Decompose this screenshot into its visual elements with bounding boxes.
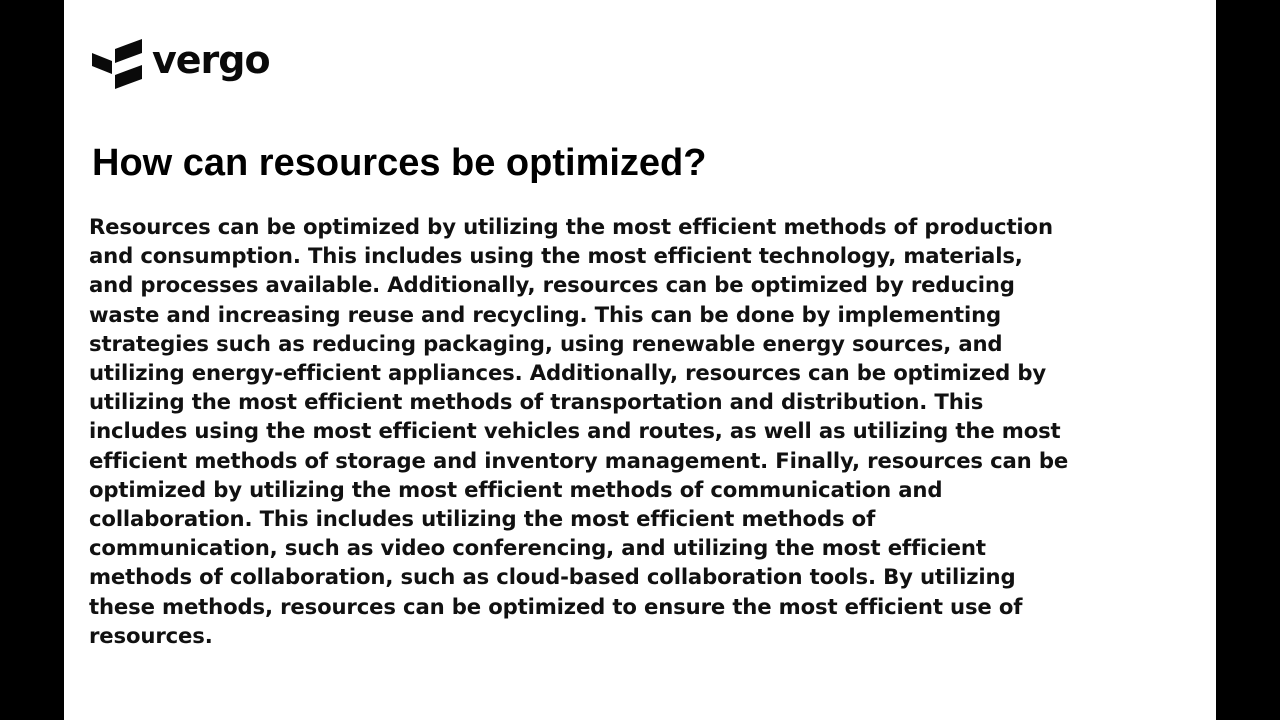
body-line: optimized by utilizing the most efficient methods of communication and (89, 476, 943, 502)
body-line: waste and increasing reuse and recycling. This can be done by implementing (89, 301, 1002, 327)
body-line: strategies such as reducing packaging, using renewable energy sources, and (89, 330, 1003, 356)
body-line: includes using the most efficient vehicles and routes, as well as utilizing the most (89, 418, 1061, 444)
body-line: and consumption. This includes using the most efficient technology, materials, (89, 243, 1023, 269)
body-line: utilizing the most efficient methods of transportation and distribution. This (89, 389, 984, 415)
body-line: efficient methods of storage and inventory management. Finally, resources can be (89, 447, 1069, 473)
body-line: and processes available. Additionally, resources can be optimized by reducing (89, 272, 1015, 298)
brand-name: vergo (152, 38, 270, 82)
brand-logo (92, 38, 270, 90)
body-line: Resources can be optimized by utilizing the most efficient methods of production (89, 214, 1053, 239)
body-line: utilizing energy-efficient appliances. Additionally, resources can be optimized by (89, 360, 1047, 386)
slide-canvas (64, 0, 1216, 720)
body-line: communication, such as video conferencing, and utilizing the most efficient (89, 535, 986, 561)
page-title: How can resources be optimized? (92, 142, 707, 184)
body-line: methods of collaboration, such as cloud-based collaboration tools. By utilizing (89, 564, 1016, 590)
body-paragraph (89, 212, 1129, 650)
body-line: collaboration. This includes utilizing the most efficient methods of (89, 506, 876, 532)
vergo-logo-mark-icon (92, 39, 146, 89)
body-line: these methods, resources can be optimized to ensure the most efficient use of (89, 593, 1023, 619)
body-line: resources. (89, 622, 213, 648)
